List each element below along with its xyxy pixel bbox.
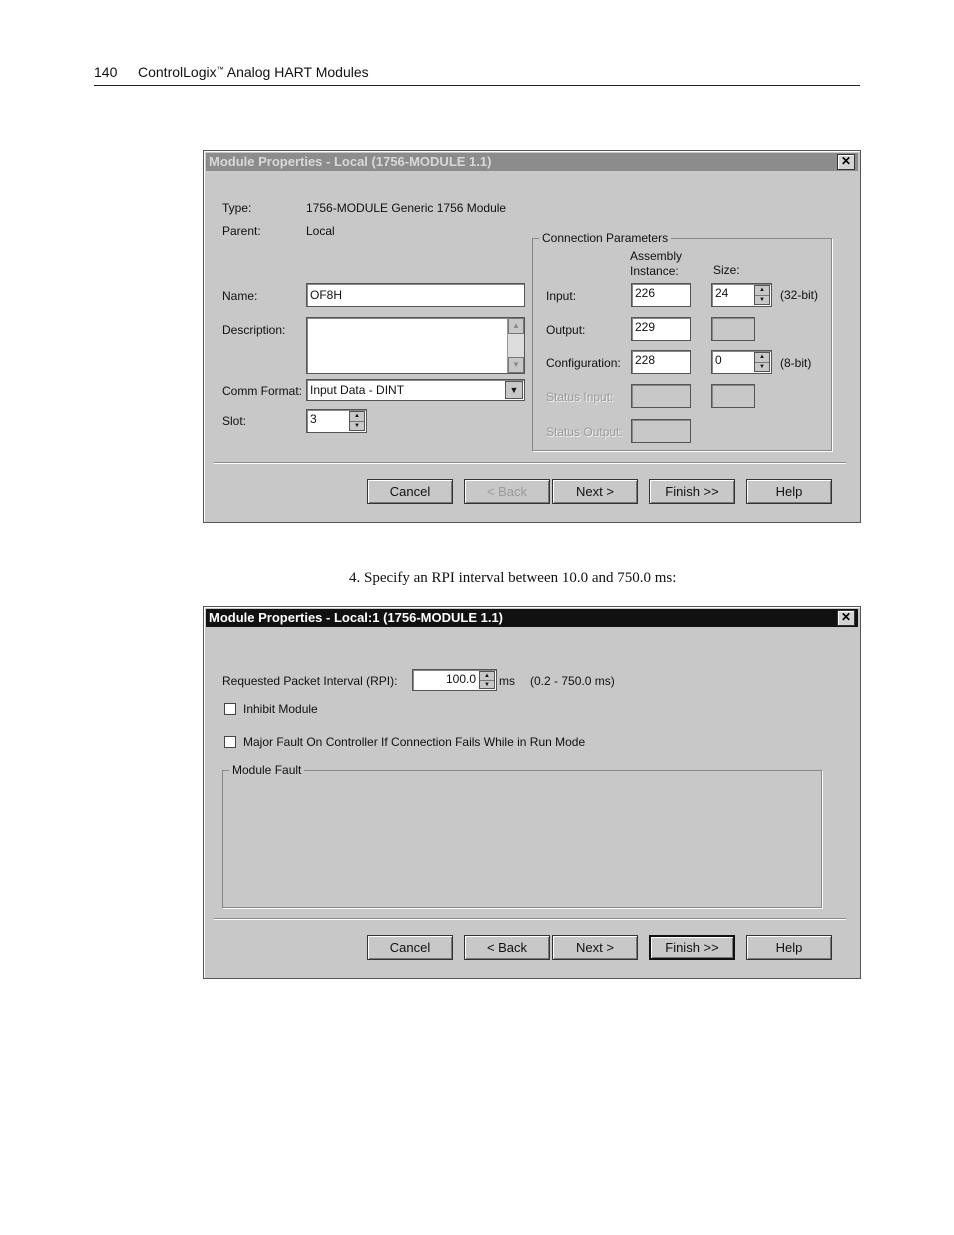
configuration-instance-field[interactable]: 228 xyxy=(631,350,691,374)
rpi-spinner-icon[interactable]: ▲ ▼ xyxy=(479,671,495,689)
rpi-label: Requested Packet Interval (RPI): xyxy=(222,674,398,688)
close-icon[interactable]: ✕ xyxy=(837,154,855,170)
description-scrollbar[interactable] xyxy=(507,318,524,373)
dialog-2-separator xyxy=(214,918,846,920)
trademark-mark: ™ xyxy=(216,66,224,74)
page-title-rest: Analog HART Modules xyxy=(223,64,369,80)
dialog-1-separator xyxy=(214,462,846,464)
cancel-button[interactable]: Cancel xyxy=(367,935,453,960)
dialog-1-title: Module Properties - Local (1756-MODULE 1.1) xyxy=(209,154,492,169)
parent-label: Parent: xyxy=(222,224,261,238)
scroll-down-icon[interactable]: ▼ xyxy=(508,357,524,373)
rpi-unit: ms xyxy=(499,674,515,688)
status-input-size-field xyxy=(711,384,755,408)
finish-button[interactable]: Finish >> xyxy=(649,935,735,960)
size-header: Size: xyxy=(713,263,740,277)
chevron-down-icon[interactable]: ▼ xyxy=(505,381,523,399)
input-size-field[interactable]: 24 xyxy=(711,283,772,307)
rpi-range: (0.2 - 750.0 ms) xyxy=(530,674,615,688)
next-button[interactable]: Next > xyxy=(552,935,638,960)
assembly-instance-header: Assembly Instance: xyxy=(630,249,683,278)
back-button[interactable]: < Back xyxy=(464,935,550,960)
input-size-spinner-icon[interactable]: ▲ ▼ xyxy=(754,285,770,305)
dialog-2-title: Module Properties - Local:1 (1756-MODULE 1.1) xyxy=(209,610,504,625)
input-instance-field[interactable]: 226 xyxy=(631,283,691,307)
type-value: 1756-MODULE Generic 1756 Module xyxy=(306,201,507,215)
page-number: 140 xyxy=(94,64,118,80)
scroll-up-icon[interactable]: ▲ xyxy=(508,318,524,334)
comm-format-label: Comm Format: xyxy=(222,384,303,398)
slot-label: Slot: xyxy=(222,414,247,428)
status-input-instance-field xyxy=(631,384,691,408)
instruction-caption: 4. Specify an RPI interval between 10.0 and 750.0 ms: xyxy=(349,570,677,586)
name-field[interactable]: OF8H xyxy=(306,283,525,307)
dialog-1-title-bar xyxy=(206,153,858,171)
comm-format-select[interactable]: Input Data - DINT xyxy=(306,379,525,401)
page-header xyxy=(94,63,860,86)
input-label: Input: xyxy=(546,289,577,303)
description-field[interactable] xyxy=(306,317,525,374)
status-output-instance-field xyxy=(631,419,691,443)
major-fault-checkbox[interactable] xyxy=(224,736,236,748)
help-button[interactable]: Help xyxy=(746,935,832,960)
connection-parameters-group xyxy=(532,231,832,451)
output-instance-field[interactable]: 229 xyxy=(631,317,691,341)
slot-field[interactable]: 3 xyxy=(306,409,367,433)
major-fault-label[interactable]: Major Fault On Controller If Connection Fails While in Run Mode xyxy=(243,735,586,749)
cancel-button[interactable]: Cancel xyxy=(367,479,453,504)
slot-spinner-icon[interactable]: ▲ ▼ xyxy=(349,411,365,431)
module-properties-dialog-2 xyxy=(203,606,861,979)
module-fault-legend: Module Fault xyxy=(229,763,304,777)
connection-parameters-legend: Connection Parameters xyxy=(539,231,671,245)
module-fault-group xyxy=(222,763,822,908)
page-title-brand: ControlLogix xyxy=(138,64,217,80)
page-title xyxy=(138,64,369,80)
help-button[interactable]: Help xyxy=(746,479,832,504)
close-icon[interactable]: ✕ xyxy=(837,610,855,626)
description-label: Description: xyxy=(222,323,286,337)
parent-value: Local xyxy=(306,224,335,238)
inhibit-module-label[interactable]: Inhibit Module xyxy=(243,702,318,716)
output-label: Output: xyxy=(546,323,586,337)
module-properties-dialog-1 xyxy=(203,150,861,523)
configuration-size-spinner-icon[interactable]: ▲ ▼ xyxy=(754,352,770,372)
input-unit: (32-bit) xyxy=(780,288,819,302)
configuration-label: Configuration: xyxy=(546,356,621,370)
configuration-size-field[interactable]: 0 xyxy=(711,350,772,374)
inhibit-module-checkbox[interactable] xyxy=(224,703,236,715)
status-input-label: Status Input: xyxy=(546,390,614,404)
rpi-field[interactable]: 100.0 xyxy=(412,669,497,691)
type-label: Type: xyxy=(222,201,252,215)
finish-button[interactable]: Finish >> xyxy=(649,479,735,504)
dialog-2-title-bar xyxy=(206,609,858,627)
next-button[interactable]: Next > xyxy=(552,479,638,504)
output-size-field xyxy=(711,317,755,341)
status-output-label: Status Output: xyxy=(546,425,623,439)
name-label: Name: xyxy=(222,289,258,303)
back-button[interactable]: < Back xyxy=(464,479,550,504)
configuration-unit: (8-bit) xyxy=(780,356,812,370)
